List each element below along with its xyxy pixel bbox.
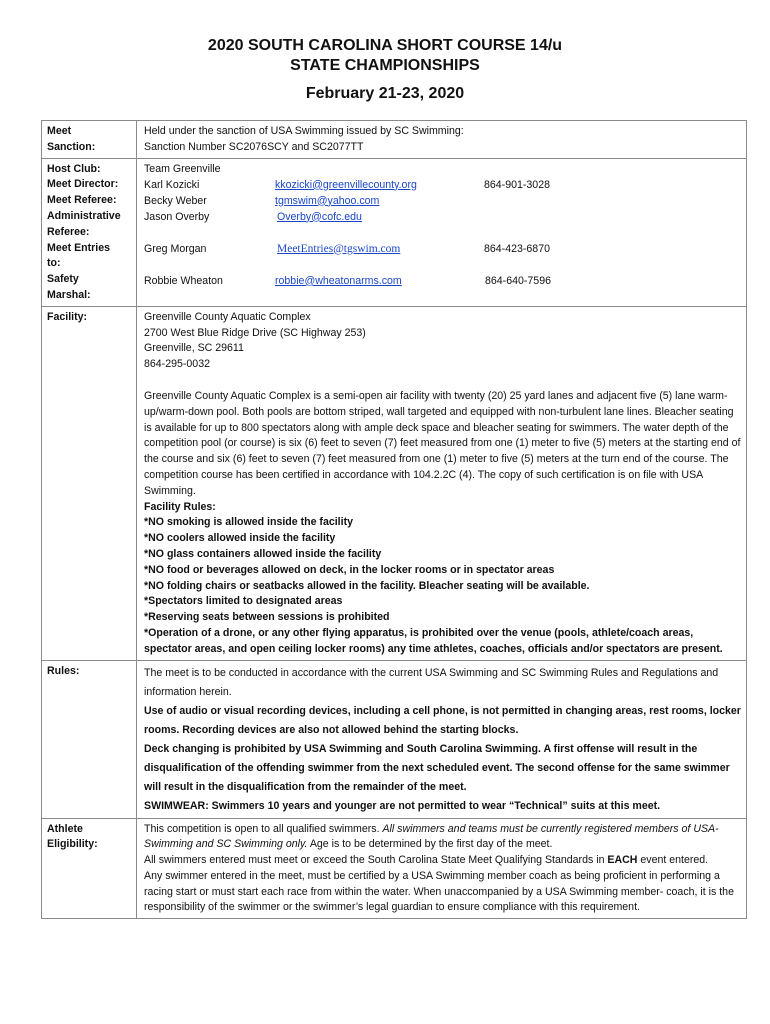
referee-email-link[interactable]: tgmswim@yahoo.com bbox=[275, 194, 380, 207]
facility-rule: *NO glass containers allowed inside the facility bbox=[144, 547, 382, 560]
admin-referee-email-link[interactable]: Overby@cofc.edu bbox=[277, 210, 362, 223]
facility-row bbox=[42, 306, 747, 660]
safety-name: Robbie Wheaton bbox=[144, 274, 223, 287]
rules-paragraph: The meet is to be conducted in accordance with the current USA Swimming and SC Swimming Rules and Regulations and information herein. bbox=[144, 666, 719, 698]
recording-devices-rule: Use of audio or visual recording devices, including a cell phone, is not permitted in changing areas, rest rooms, locker rooms. Recording devices are also not allowed behind the starting blocks. bbox=[144, 704, 741, 736]
sanction-number: Sanction Number SC2076SCY and SC2077TT bbox=[144, 140, 364, 153]
entries-email-link[interactable]: MeetEntries@tgswim.com bbox=[277, 242, 401, 255]
deck-changing-rule: Deck changing is prohibited by USA Swimming and South Carolina Swimming. A first offense will result in the disqualification of the offending swimmer from the next scheduled event. The second offense for the same swimmer will result in the disqualification from the remainder of the meet. bbox=[144, 742, 730, 793]
sanction-value bbox=[137, 121, 747, 159]
facility-phone: 864-295-0032 bbox=[144, 358, 210, 371]
director-name: Karl Kozicki bbox=[144, 178, 200, 191]
facility-value bbox=[137, 306, 747, 660]
facility-rule: *NO folding chairs or seatbacks allowed in the facility. Bleacher seating will be available. bbox=[144, 579, 590, 592]
meet-title: 2020 SOUTH CAROLINA SHORT COURSE 14/u bbox=[207, 37, 563, 54]
safety-row bbox=[144, 274, 742, 290]
officials-values bbox=[137, 158, 747, 306]
meet-info-table bbox=[41, 120, 747, 919]
entries-row bbox=[144, 242, 742, 258]
sanction-row bbox=[42, 121, 747, 159]
facility-rule: *NO coolers allowed inside the facility bbox=[144, 532, 336, 545]
meet-subtitle: STATE CHAMPIONSHIPS bbox=[290, 57, 480, 74]
meet-dates: February 21-23, 2020 bbox=[305, 85, 465, 102]
rules-row bbox=[42, 660, 747, 818]
racing-start-paragraph: Any swimmer entered in the meet, must be certified by a USA Swimming member coach as being proficient in performing a racing start or must start each race from within the water. When unaccompanied by a USA Swimming member- coach, it is the responsibility of the swimmer or the swimmer’s legal guardian to ensure compliance with this requirement. bbox=[144, 869, 734, 914]
rules-label: Rules: bbox=[42, 660, 137, 818]
eligibility-label: Athlete Eligibility: bbox=[42, 818, 137, 919]
referee-row bbox=[144, 194, 742, 210]
facility-description: Greenville County Aquatic Complex is a semi-open air facility with twenty (20) 25 yard lanes and adjacent five (5) lane warm-up/warm-down pool. Both pools are bottom striped, wall targeted and equipped with non-turbulent lane lines. Bleacher seating is available for up to 800 spectators along with ample deck space and bleacher seating for swimmers. The water depth of the competition pool (or course) is six (6) feet to seven (7) feet measured from one (1) meter to five (5) meters at the starting end of the course and six (6) feet to seven (7) feet measured from one (1) meter to five (5) meters at the turn end of the course. The competition course has been certified in accordance with 104.2.2C (4). The copy of such certification is on file with USA Swimming. bbox=[144, 389, 741, 497]
host-club-row bbox=[144, 162, 742, 178]
facility-rules-heading: Facility Rules: bbox=[144, 500, 216, 513]
director-row bbox=[144, 178, 742, 194]
entries-name: Greg Morgan bbox=[144, 242, 207, 255]
eligibility-paragraph: This competition is open to all qualified swimmers. All swimmers and teams must be currently registered members of USA-Swimming and SC Swimming only. Age is to be determined by the first day of the meet. bbox=[144, 822, 719, 851]
eligibility-value bbox=[137, 818, 747, 919]
facility-name: Greenville County Aquatic Complex bbox=[144, 310, 311, 323]
facility-rule: *Reserving seats between sessions is prohibited bbox=[144, 611, 390, 624]
entries-phone: 864-423-6870 bbox=[484, 242, 550, 255]
facility-rule: *NO smoking is allowed inside the facility bbox=[144, 516, 353, 529]
qualifying-standards-paragraph: All swimmers entered must meet or exceed the South Carolina State Meet Qualifying Standards in EACH event entered. bbox=[144, 854, 709, 867]
director-email-link[interactable]: kkozicki@greenvillecounty.org bbox=[275, 178, 417, 191]
sanction-text: Held under the sanction of USA Swimming issued by SC Swimming: bbox=[144, 125, 464, 137]
director-phone: 864-901-3028 bbox=[484, 178, 550, 191]
rules-value bbox=[137, 660, 747, 818]
officials-labels: Host Club: Meet Director: Meet Referee: Administrative Referee: Meet Entries to: Safety Marshal: bbox=[42, 158, 137, 306]
sanction-label: Meet Sanction: bbox=[42, 121, 137, 159]
officials-row bbox=[42, 158, 747, 306]
safety-email-link[interactable]: robbie@wheatonarms.com bbox=[275, 274, 402, 287]
admin-referee-name: Jason Overby bbox=[144, 210, 210, 223]
facility-address1: 2700 West Blue Ridge Drive (SC Highway 253) bbox=[144, 326, 366, 339]
admin-referee-row bbox=[144, 210, 742, 226]
host-club-name: Team Greenville bbox=[144, 162, 221, 175]
safety-phone: 864-640-7596 bbox=[485, 274, 551, 287]
eligibility-row bbox=[42, 818, 747, 919]
facility-rule: *Operation of a drone, or any other flying apparatus, is prohibited over the venue (pools, athlete/coach areas, spectator areas, and open ceiling locker rooms) any time athletes, coaches, officials and/or spectators are present. bbox=[144, 626, 723, 655]
facility-rule: *NO food or beverages allowed on deck, in the locker rooms or in spectator areas bbox=[144, 563, 555, 576]
swimwear-rule: SWIMWEAR: Swimmers 10 years and younger are not permitted to wear “Technical” suits at this meet. bbox=[144, 799, 661, 812]
referee-name: Becky Weber bbox=[144, 194, 207, 207]
facility-label: Facility: bbox=[42, 306, 137, 660]
facility-address2: Greenville, SC 29611 bbox=[144, 342, 244, 355]
facility-rule: *Spectators limited to designated areas bbox=[144, 595, 343, 608]
